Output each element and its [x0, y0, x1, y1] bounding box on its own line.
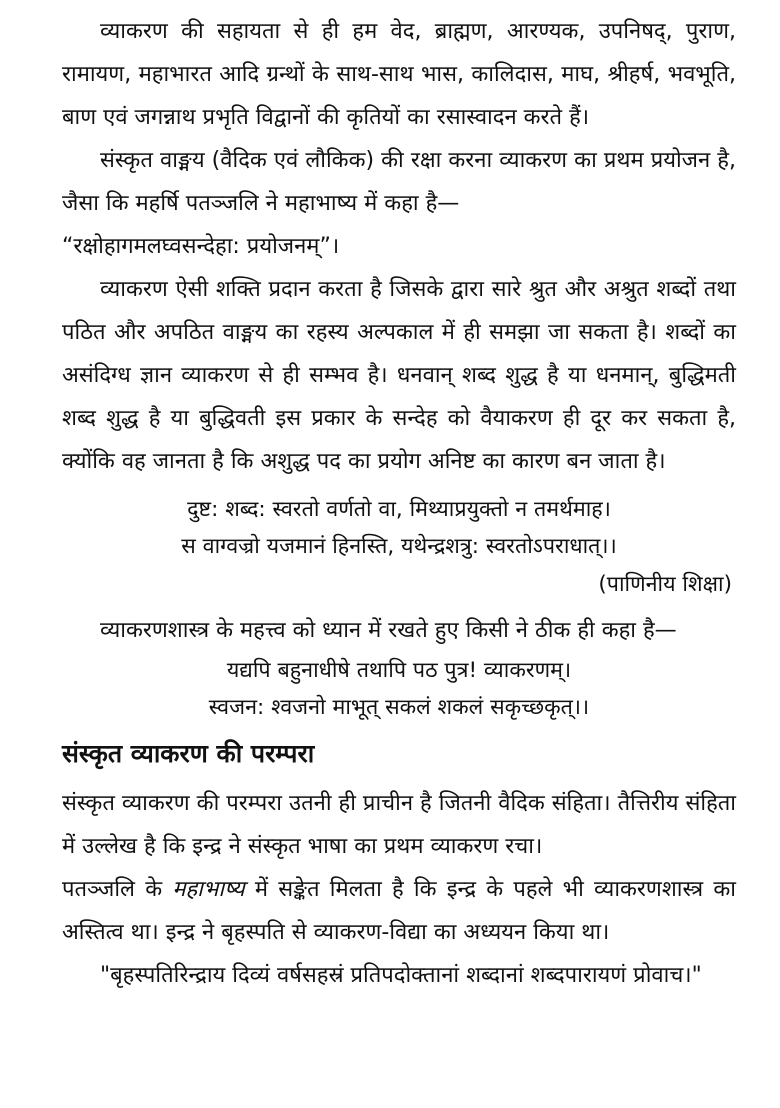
- paragraph-text: में सङ्केत मिलता है कि इन्द्र के पहले भी व्याकरणशास्त्र का अस्तित्व था। इन्द्र ने बृहस्पति से व्याकरण-विद्या का अध्ययन किया था।: [62, 877, 736, 945]
- paragraph-text: संस्कृत वाङ्मय (वैदिक एवं लौकिक) की रक्षा करना व्याकरण का प्रथम प्रयोजन है, जैसा कि महर्षि पतञ्जलि ने महाभाष्य में कहा है—: [62, 148, 736, 216]
- verse-line: यद्यपि बहुनाधीषे तथापि पठ पुत्र! व्याकरणम्।: [226, 658, 572, 683]
- section-heading: संस्कृत व्याकरण की परम्परा: [62, 739, 315, 768]
- verse-source: (पाणिनीय शिक्षा): [598, 572, 732, 597]
- paragraph-text: पतञ्जलि के: [62, 877, 173, 902]
- paragraph-prathama-prayojana: [62, 139, 736, 268]
- verse-block-putra: [62, 652, 736, 726]
- paragraph-shakti: व्याकरण ऐसी शक्ति प्रदान करता है जिसके द्वारा सारे श्रुत और अश्रुत शब्दों तथा पठित और अपठित वाङ्मय का रहस्य अल्पकाल में ही समझा जा सकता है। शब्दों का असंदिग्ध ज्ञान व्याकरण से ही सम्भव है। धनवान् शब्द शुद्ध है या धनमान्, बुद्धिमती शब्द शुद्ध है या बुद्धिवती इस प्रकार के सन्देह को वैयाकरण ही दूर कर सकता है, क्योंकि वह जानता है कि अशुद्ध पद का प्रयोग अनिष्ट का कारण बन जाता है।: [62, 277, 736, 474]
- verse-line: दुष्ट: शब्द: स्वरतो वर्णतो वा, मिथ्याप्रयुक्तो न तमर्थमाह।: [187, 497, 611, 522]
- mahabhashya-title: महाभाष्य: [172, 877, 245, 902]
- paragraph-patanjali: [62, 868, 736, 954]
- paragraph-mahattva: व्याकरणशास्त्र के महत्त्व को ध्यान में रखते हुए किसी ने ठीक ही कहा है—: [100, 618, 677, 643]
- verse-line: स्वजन: श्वजनो माभूत् सकलं शकलं सकृच्छकृत्।।: [208, 695, 590, 720]
- verse-block-shiksha: [62, 491, 736, 603]
- mahabhashya-quote: “रक्षोहागमलघ्वसन्देहा: प्रयोजनम्”।: [62, 234, 340, 259]
- verse-line: स वाग्वज्रो यजमानं हिनस्ति, यथेन्द्रशत्रु: स्वरतोऽपराधात्।।: [181, 534, 617, 559]
- brihaspati-quote: "बृहस्पतिरिन्द्राय दिव्यं वर्षसहस्रं प्रतिपदोक्तानां शब्दानां शब्दपारायणं प्रोवाच।": [100, 963, 702, 988]
- paragraph-vyakaran-sahayata: व्याकरण की सहायता से ही हम वेद, ब्राह्मण, आरण्यक, उपनिषद्, पुराण, रामायण, महाभारत आदि ग्रन्थों के साथ-साथ भास, कालिदास, माघ, श्रीहर्ष, भवभूति, बाण एवं जगन्नाथ प्रभृति विद्वानों की कृतियों का रसास्वादन करते हैं।: [62, 19, 736, 130]
- paragraph-parampara: संस्कृत व्याकरण की परम्परा उतनी ही प्राचीन है जितनी वैदिक संहिता। तैत्तिरीय संहिता में उल्लेख है कि इन्द्र ने संस्कृत भाषा का प्रथम व्याकरण रचा।: [62, 791, 736, 859]
